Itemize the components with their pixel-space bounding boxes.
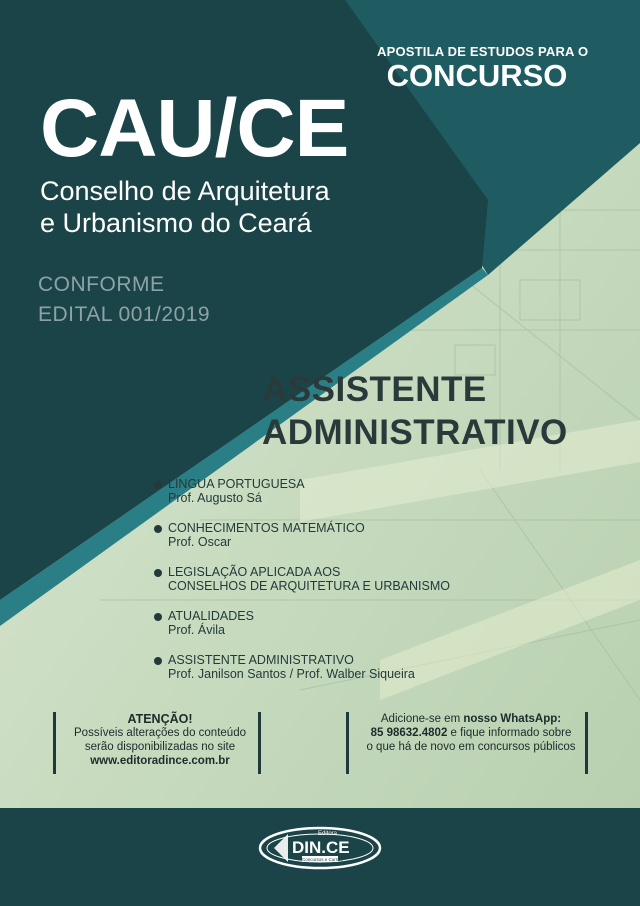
notice-line: Possíveis alterações do conteúdo	[74, 727, 246, 739]
whatsapp-line3: o que há de novo em concursos públicos	[366, 741, 576, 753]
whatsapp-line2	[353, 726, 589, 740]
bullet-icon	[154, 569, 162, 577]
org-name-line2: e Urbanismo do Ceará	[40, 208, 312, 238]
notice-website-link[interactable]: www.editoradince.com.br	[90, 755, 230, 767]
divider-bar	[585, 712, 588, 774]
whatsapp-box	[353, 712, 589, 754]
main-title: CAU/CE	[40, 83, 349, 174]
logo-wordmark: DIN.CE	[292, 838, 350, 857]
concurso-heading: CONCURSO	[386, 58, 568, 93]
whatsapp-label: nosso WhatsApp:	[463, 713, 562, 725]
subject-item	[154, 609, 450, 653]
role-title-line1: ASSISTENTE	[262, 370, 487, 409]
publisher-logo	[258, 826, 382, 870]
subject-professor: Prof. Augusto Sá	[168, 491, 262, 505]
bullet-icon	[154, 481, 162, 489]
bullet-icon	[154, 657, 162, 665]
subject-item	[154, 521, 450, 565]
edital-line1: CONFORME	[38, 273, 165, 296]
subject-name: LÍNGUA PORTUGUESA	[168, 477, 305, 491]
whatsapp-line1	[353, 712, 589, 726]
subject-name: ASSISTENTE ADMINISTRATIVO	[168, 653, 354, 667]
bullet-icon	[154, 525, 162, 533]
logo-subtitle: Concursos e Cursos	[302, 857, 343, 862]
subject-item	[154, 653, 450, 697]
divider-bar	[53, 712, 56, 774]
subject-item	[154, 565, 450, 609]
subject-name: CONHECIMENTOS MATEMÁTICO	[168, 521, 365, 535]
notice-line: serão disponibilizadas no site	[84, 741, 236, 753]
bullet-icon	[154, 613, 162, 621]
subject-professor: Prof. Janilson Santos / Prof. Walber Siqueira	[168, 667, 415, 681]
notice-heading: ATENÇÃO!	[127, 712, 193, 726]
whatsapp-intro: Adicione-se em	[380, 713, 464, 725]
subject-item	[154, 477, 450, 521]
subject-list	[154, 477, 450, 697]
whatsapp-phone[interactable]: 85 98632.4802	[370, 727, 448, 739]
divider-bar	[258, 712, 261, 774]
pre-label: APOSTILA DE ESTUDOS PARA O	[377, 44, 589, 59]
org-name-line1: Conselho de Arquitetura	[40, 176, 330, 206]
edital-line2: EDITAL 001/2019	[38, 303, 211, 326]
whatsapp-text: e fique informado sobre	[447, 727, 572, 739]
logo-top-text: Editora	[318, 831, 338, 837]
subject-name: ATUALIDADES	[168, 609, 254, 623]
notice-box	[60, 712, 260, 768]
divider-bar	[346, 712, 349, 774]
subject-detail: CONSELHOS DE ARQUITETURA E URBANISMO	[168, 579, 450, 593]
role-title-line2: ADMINISTRATIVO	[262, 413, 568, 452]
subject-professor: Prof. Oscar	[168, 535, 232, 549]
subject-name: LEGISLAÇÃO APLICADA AOS	[168, 565, 341, 579]
subject-professor: Prof. Ávila	[168, 623, 225, 637]
